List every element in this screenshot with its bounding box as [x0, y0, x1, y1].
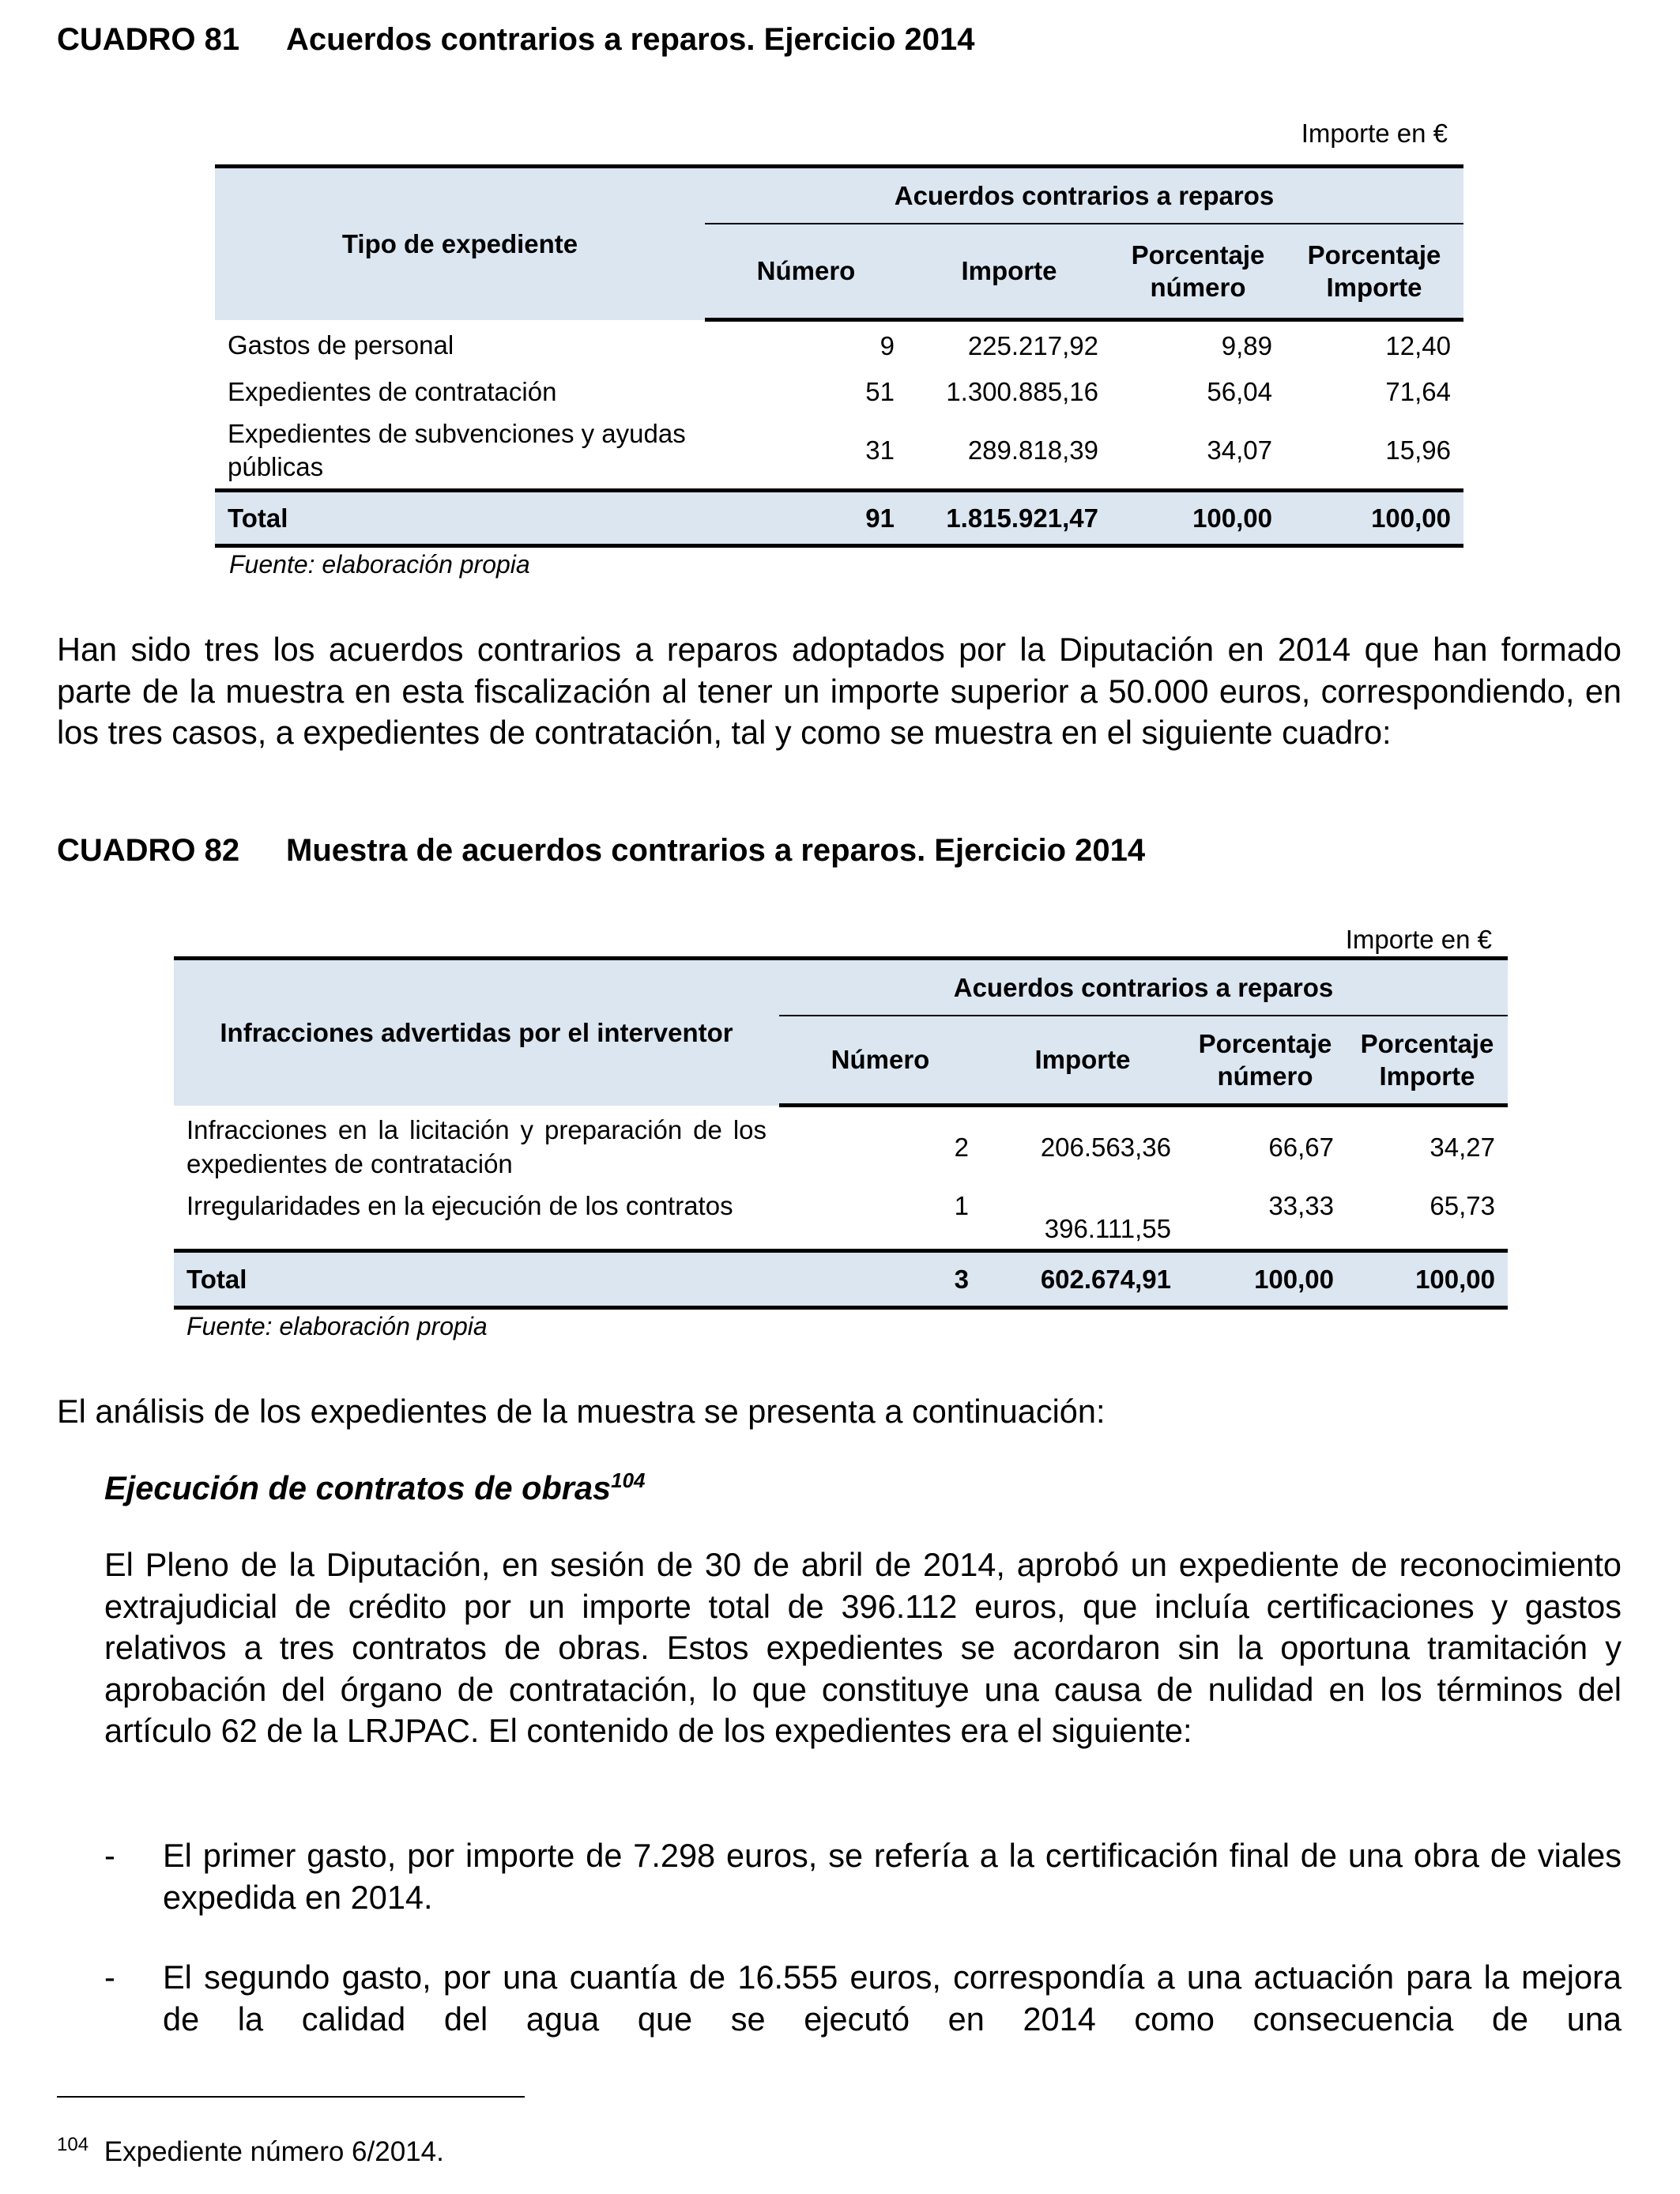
total-pct-importe: 100,00 [1347, 1251, 1508, 1308]
cuadro81-table [215, 164, 1463, 548]
total-row [174, 1251, 1508, 1308]
total-pct-numero: 100,00 [1111, 491, 1285, 546]
cell-numero: 31 [865, 435, 895, 466]
cell-importe: 1.300.885,16 [946, 376, 1098, 406]
table-row [174, 1188, 1508, 1251]
cuadro81-unit-note: Importe en € [1301, 119, 1448, 148]
col-porcentaje-numero: Porcentaje número [1184, 1016, 1347, 1106]
cell-pct-numero: 34,07 [1207, 435, 1272, 466]
col-importe: Importe [907, 224, 1111, 320]
total-importe: 602.674,91 [981, 1251, 1184, 1308]
row-label: Expedientes de contratación [228, 376, 557, 406]
cuadro82-number: CUADRO 82 [57, 833, 240, 868]
total-pct-importe: 100,00 [1285, 491, 1463, 546]
cell-numero: 51 [865, 376, 895, 406]
cell-numero: 1 [954, 1190, 969, 1220]
paragraph-analysis-intro: El análisis de los expedientes de la muestra se presenta a continuación: [57, 1393, 1106, 1430]
table-row [215, 371, 1463, 413]
cell-importe: 396.111,55 [1044, 1214, 1171, 1243]
total-label: Total [215, 491, 705, 546]
cell-importe: 206.563,36 [1040, 1132, 1171, 1162]
section-title: Ejecución de contratos de obras [104, 1468, 612, 1506]
col-porcentaje-importe: Porcentaje Importe [1347, 1016, 1508, 1106]
total-row [215, 491, 1463, 546]
cell-pct-importe: 65,73 [1430, 1190, 1495, 1220]
total-numero: 91 [705, 491, 907, 546]
footnote [57, 2134, 444, 2168]
paragraph-intro: Han sido tres los acuerdos contrarios a reparos adoptados por la Diputación en 2014 que han formado parte de la muestra en esta fiscalización al tener un importe superior a 50.000 euros, correspondiendo, en los tres casos, a expedientes de contratación, tal y como se muestra en el siguiente cuadro: [57, 631, 1622, 751]
cuadro81-header-row [215, 167, 1463, 224]
footnote-text: Expediente número 6/2014. [104, 2136, 444, 2167]
list-item [104, 1835, 1622, 1918]
row-label: Expedientes de subvenciones y ayudas públicas [228, 419, 686, 482]
cell-pct-numero: 66,67 [1268, 1132, 1334, 1162]
table-row [174, 1106, 1508, 1188]
cell-importe: 289.818,39 [967, 435, 1098, 466]
cell-pct-importe: 34,27 [1430, 1132, 1495, 1162]
bullet-text: El segundo gasto, por una cuantía de 16.555 euros, correspondía a una actuación para la mejora de la calidad del agua que se ejecutó en 2014 como consecuencia de una [163, 1958, 1622, 2038]
footnote-separator [57, 2096, 525, 2098]
cuadro82-header-row [174, 959, 1508, 1016]
cuadro82-table [174, 956, 1508, 1310]
total-pct-numero: 100,00 [1184, 1251, 1347, 1308]
cuadro81-title: Acuerdos contrarios a reparos. Ejercicio 2014 [286, 22, 975, 57]
cuadro81-group-header: Acuerdos contrarios a reparos [705, 167, 1463, 224]
footnote-number: 104 [57, 2134, 89, 2155]
col-numero: Número [779, 1016, 981, 1106]
cell-pct-numero: 33,33 [1268, 1190, 1334, 1220]
cell-pct-numero: 9,89 [1221, 330, 1272, 360]
cuadro81-caption [57, 22, 975, 58]
row-label: Irregularidades en la ejecución de los contratos [186, 1190, 733, 1220]
section-heading [104, 1468, 646, 1507]
cuadro81-number: CUADRO 81 [57, 22, 240, 57]
col-porcentaje-importe: Porcentaje Importe [1285, 224, 1463, 320]
col-porcentaje-numero: Porcentaje número [1111, 224, 1285, 320]
cell-pct-importe: 12,40 [1385, 330, 1451, 360]
cuadro82-row-header: Infracciones advertidas por el interventor [174, 959, 779, 1106]
col-numero: Número [705, 224, 907, 320]
cuadro82-group-header: Acuerdos contrarios a reparos [779, 959, 1508, 1016]
bullet-marker: - [104, 1837, 115, 1874]
cell-pct-numero: 56,04 [1207, 376, 1272, 406]
cell-pct-importe: 15,96 [1385, 435, 1451, 466]
cuadro81-row-header: Tipo de expediente [215, 167, 705, 320]
footnote-ref: 104 [611, 1468, 646, 1492]
cuadro82-caption [57, 833, 1145, 869]
col-importe: Importe [981, 1016, 1184, 1106]
paragraph-pleno: El Pleno de la Diputación, en sesión de 30 de abril de 2014, aprobó un expediente de reconocimiento extrajudicial de crédito por un importe total de 396.112 euros, que incluía certificaciones y gastos relativos a tres contratos de obras. Estos expedientes se acordaron sin la oportuna tramitación y aprobación del órgano de contratación, lo que constituye una causa de nulidad en los términos del artículo 62 de la LRJPAC. El contenido de los expedientes era el siguiente: [104, 1546, 1622, 1749]
bullet-marker: - [104, 1958, 115, 1996]
cell-importe: 225.217,92 [967, 330, 1098, 360]
cuadro82-source: Fuente: elaboración propia [186, 1312, 488, 1340]
list-item [104, 1957, 1622, 2040]
row-label: Gastos de personal [228, 330, 454, 360]
total-label: Total [174, 1251, 779, 1308]
cell-numero: 9 [880, 330, 895, 360]
cuadro81-source: Fuente: elaboración propia [229, 550, 530, 579]
table-row [215, 320, 1463, 371]
cuadro82-unit-note: Importe en € [1345, 925, 1492, 954]
cell-numero: 2 [954, 1132, 969, 1162]
row-label: Infracciones en la licitación y preparación de los expedientes de contratación [186, 1114, 767, 1178]
cell-pct-importe: 71,64 [1385, 376, 1451, 406]
total-numero: 3 [779, 1251, 981, 1308]
bullet-text: El primer gasto, por importe de 7.298 euros, se refería a la certificación final de una obra de viales expedida en 2014. [163, 1837, 1622, 1916]
table-row [215, 413, 1463, 491]
total-importe: 1.815.921,47 [907, 491, 1111, 546]
cuadro82-title: Muestra de acuerdos contrarios a reparos. Ejercicio 2014 [286, 833, 1146, 868]
